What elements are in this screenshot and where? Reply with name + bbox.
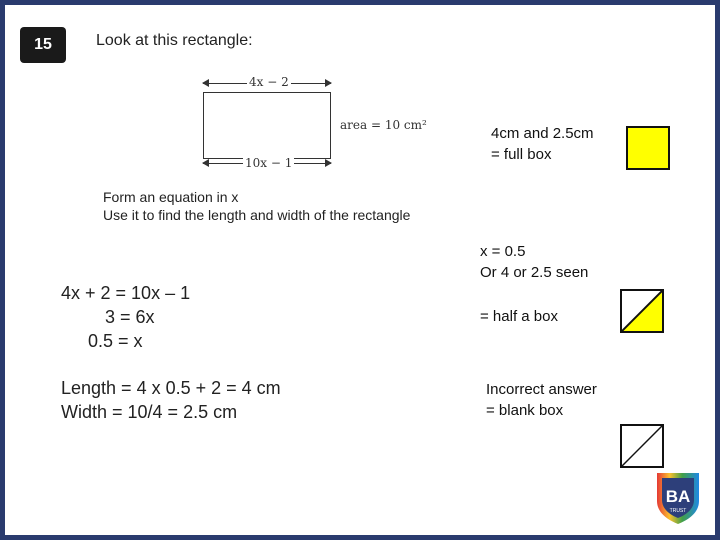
ba-trust-logo xyxy=(655,471,701,525)
half-mark-line-1: x = 0.5 xyxy=(480,243,526,260)
area-label: area = 10 cm² xyxy=(340,118,427,132)
instruction-line-2: Use it to find the length and width of the rectangle xyxy=(103,207,411,223)
bottom-dimension-label: 10x − 1 xyxy=(245,156,293,170)
half-mark-line-2: Or 4 or 2.5 seen xyxy=(480,264,589,281)
logo-text: BA xyxy=(665,487,691,506)
blank-mark-line-1: Incorrect answer xyxy=(486,381,597,398)
half-mark-text xyxy=(480,241,588,283)
full-box xyxy=(626,126,670,170)
half-mark-line-3: = half a box xyxy=(480,308,558,325)
blank-mark-text xyxy=(486,379,597,421)
rectangle-diagram xyxy=(203,92,331,159)
blank-box xyxy=(620,424,664,468)
blank-mark-line-2: = blank box xyxy=(486,402,564,419)
blank-box-diagonal xyxy=(622,426,662,466)
half-box xyxy=(620,289,664,333)
logo-subtext: TRUST xyxy=(669,508,687,514)
question-number-badge xyxy=(20,27,66,63)
solution-width: Width = 10/4 = 2.5 cm xyxy=(61,402,238,422)
slide xyxy=(5,5,715,535)
instructions xyxy=(103,188,410,224)
half-box-fill xyxy=(622,291,662,331)
question-title: Look at this rectangle: xyxy=(96,32,253,49)
full-mark-line-2: = full box xyxy=(491,146,552,163)
instruction-line-1: Form an equation in x xyxy=(103,189,239,205)
solution-line-2: 3 = 6x xyxy=(105,307,155,327)
solution-length: Length = 4 x 0.5 + 2 = 4 cm xyxy=(61,378,281,398)
solution-line-1: 4x + 2 = 10x – 1 xyxy=(61,283,191,303)
solution-line-3: 0.5 = x xyxy=(88,331,143,351)
full-mark-line-1: 4cm and 2.5cm xyxy=(491,125,594,142)
top-dimension-label: 4x − 2 xyxy=(249,75,289,89)
full-mark-text xyxy=(491,123,594,165)
question-number: 15 xyxy=(34,36,52,53)
